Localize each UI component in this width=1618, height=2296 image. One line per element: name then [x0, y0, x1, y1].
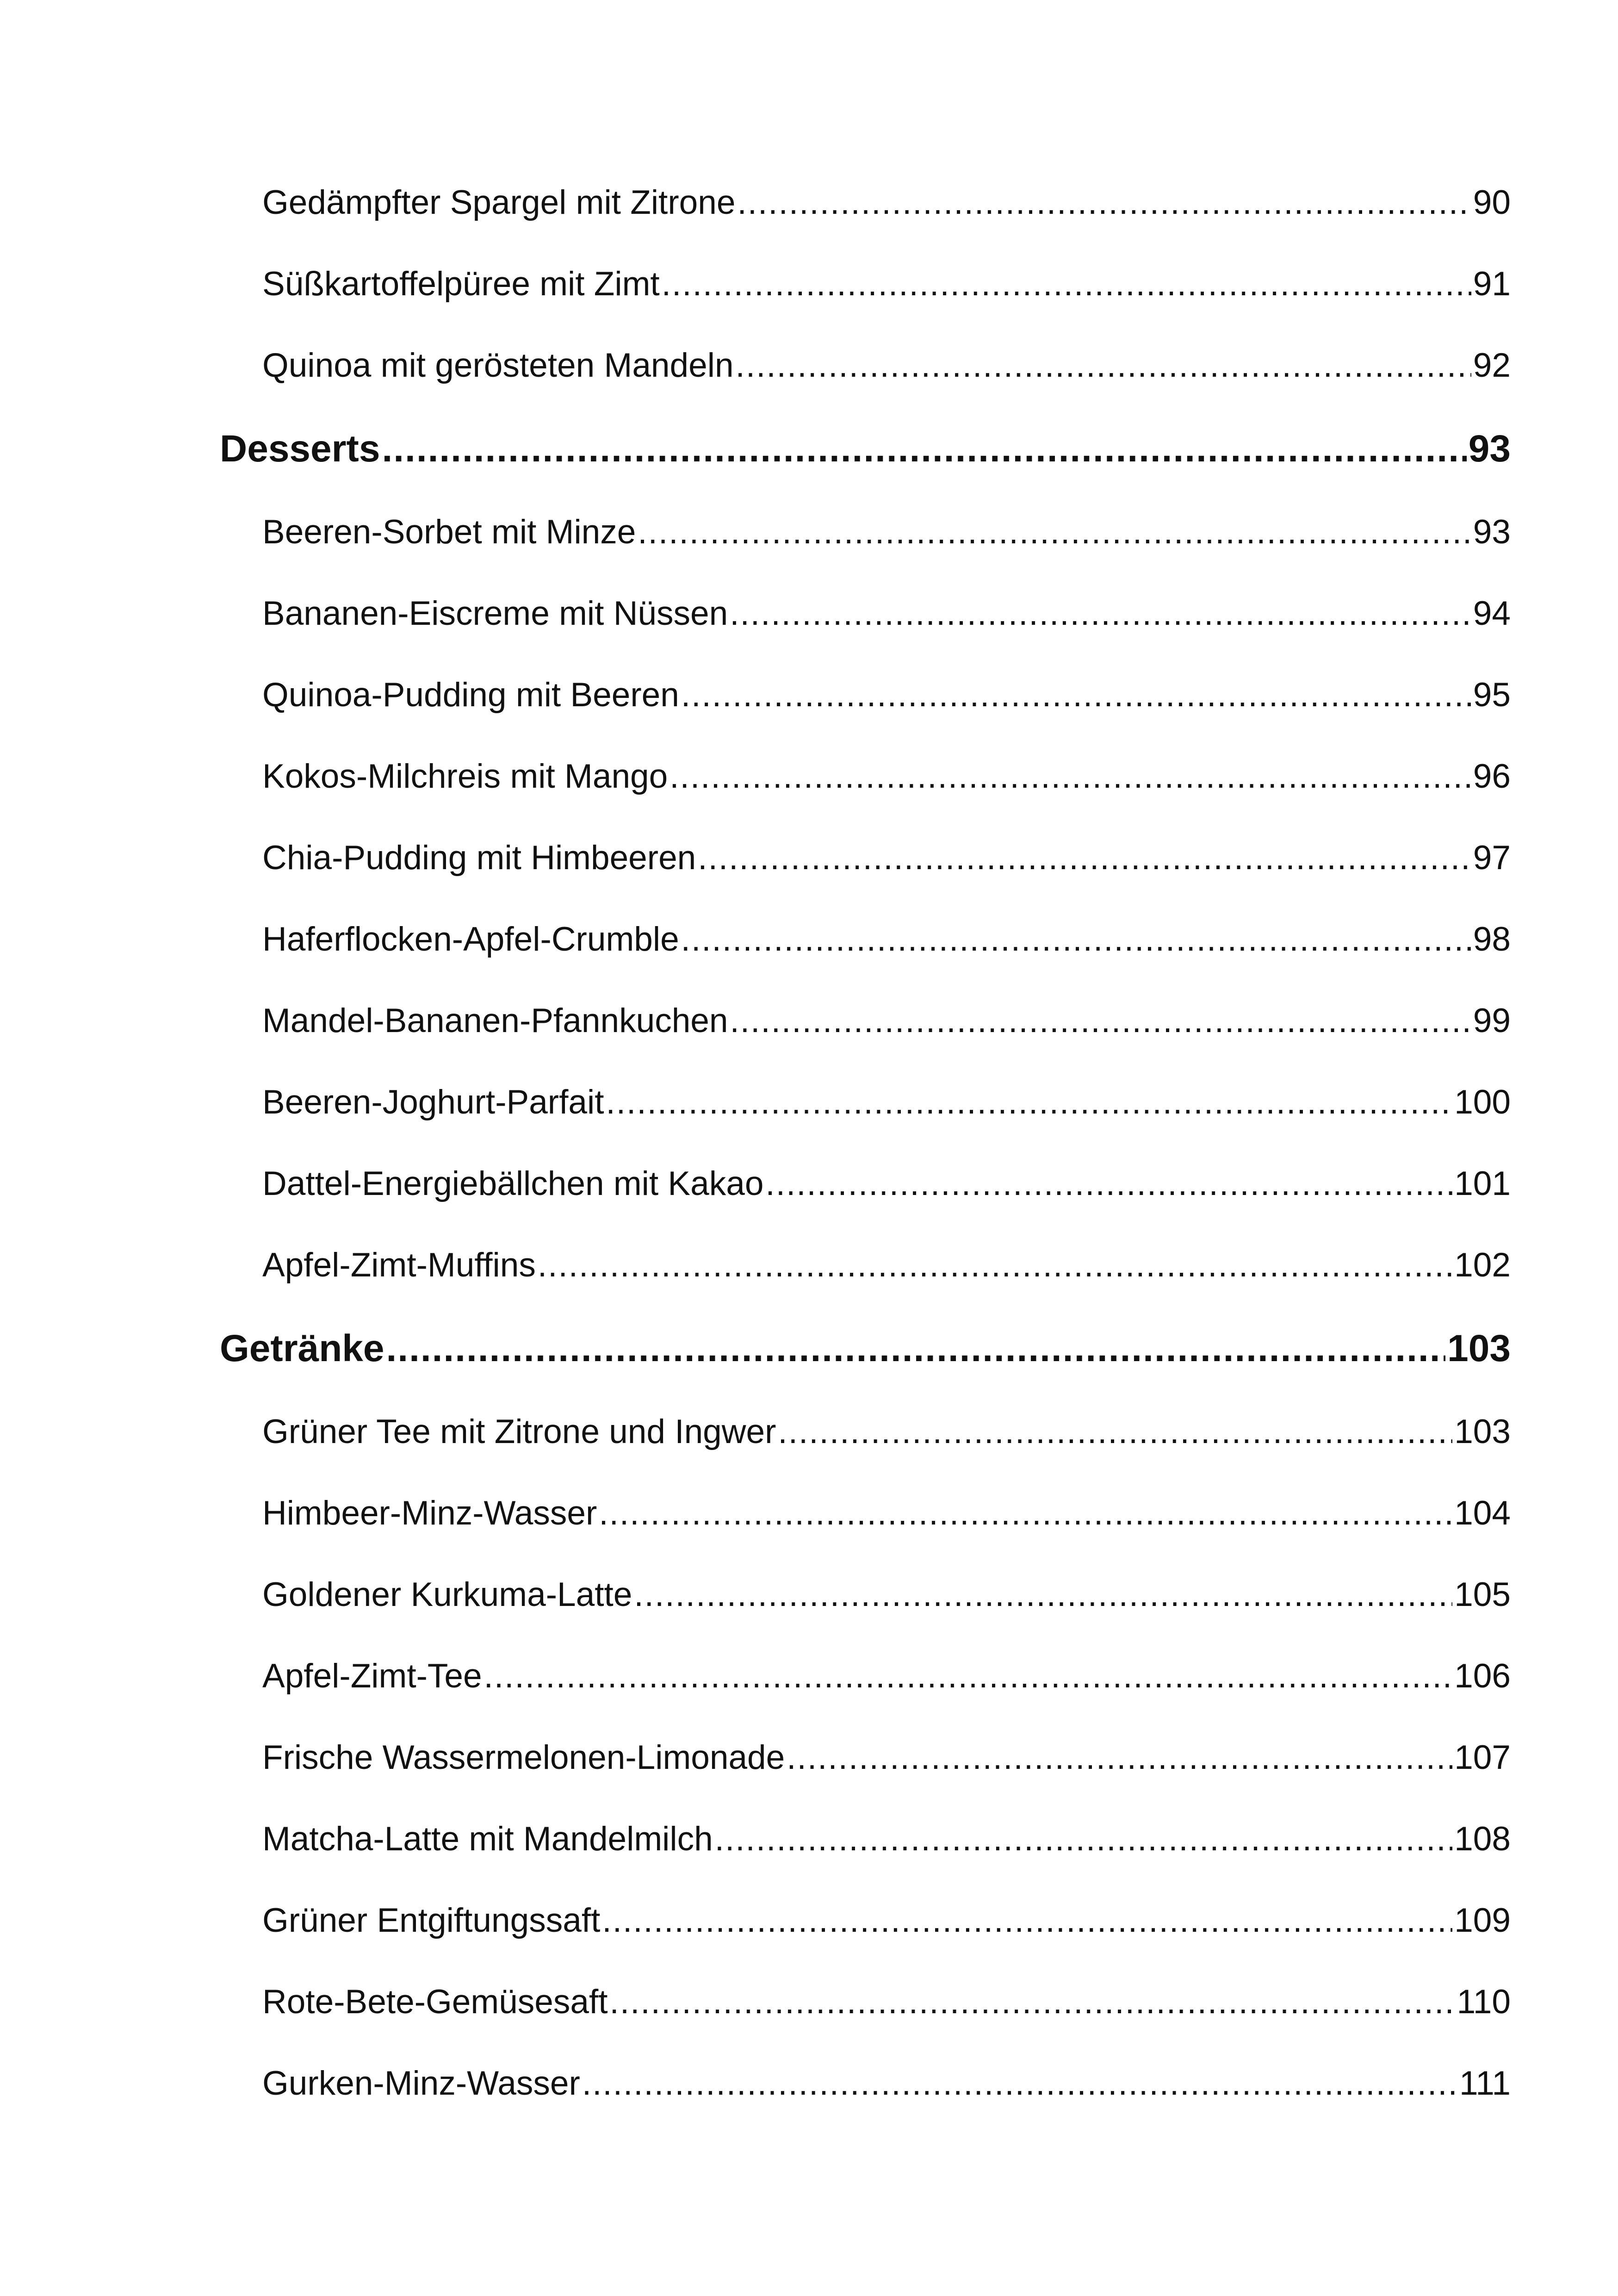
toc-entry-page: 107: [1454, 1739, 1511, 1776]
toc-entry-title: Apfel-Zimt-Tee: [262, 1657, 482, 1695]
toc-entry-page: 92: [1473, 347, 1511, 384]
toc-entry[interactable]: [220, 1143, 1511, 1225]
toc-entry-page: 105: [1454, 1576, 1511, 1613]
toc-entry-title: Grüner Entgiftungssaft: [262, 1902, 601, 1939]
table-of-contents: [220, 162, 1511, 2124]
toc-entry[interactable]: [220, 899, 1511, 980]
dot-leader: [582, 2043, 1457, 2124]
toc-entry-page: 95: [1473, 676, 1511, 714]
toc-section-title: Getränke: [220, 1327, 384, 1369]
toc-entry[interactable]: [220, 1473, 1511, 1554]
toc-entry-page: 98: [1473, 921, 1511, 958]
toc-section-page: 93: [1468, 428, 1511, 470]
toc-entry[interactable]: [220, 1062, 1511, 1143]
toc-entry[interactable]: [220, 980, 1511, 1062]
toc-entry-title: Himbeer-Minz-Wasser: [262, 1494, 597, 1532]
toc-entry-page: 108: [1454, 1820, 1511, 1858]
dot-leader: [599, 1473, 1452, 1554]
toc-entry-title: Frische Wassermelonen-Limonade: [262, 1739, 785, 1776]
dot-leader: [538, 1225, 1452, 1306]
toc-entry-title: Quinoa mit gerösteten Mandeln: [262, 347, 734, 384]
toc-entry-page: 102: [1454, 1246, 1511, 1284]
toc-entry-page: 90: [1473, 184, 1511, 221]
toc-entry-page: 93: [1473, 513, 1511, 551]
toc-entry-title: Gurken-Minz-Wasser: [262, 2065, 580, 2102]
dot-leader: [778, 1391, 1452, 1473]
toc-entry-title: Beeren-Joghurt-Parfait: [262, 1083, 604, 1121]
dot-leader: [715, 1798, 1452, 1880]
dot-leader: [382, 406, 1466, 492]
toc-entry[interactable]: [220, 736, 1511, 817]
toc-entry[interactable]: [220, 243, 1511, 325]
toc-entry-page: 109: [1454, 1902, 1511, 1939]
toc-entry-title: Gedämpfter Spargel mit Zitrone: [262, 184, 736, 221]
toc-entry[interactable]: [220, 162, 1511, 243]
toc-entry-page: 97: [1473, 839, 1511, 877]
toc-entry-page: 91: [1473, 265, 1511, 303]
dot-leader: [602, 1880, 1452, 1961]
dot-leader: [484, 1636, 1453, 1717]
toc-entry-page: 100: [1454, 1083, 1511, 1121]
toc-entry-title: Rote-Bete-Gemüsesaft: [262, 1983, 608, 2021]
toc-entry-page: 101: [1454, 1165, 1511, 1202]
toc-entry-title: Goldener Kurkuma-Latte: [262, 1576, 632, 1613]
dot-leader: [606, 1062, 1452, 1143]
dot-leader: [698, 817, 1471, 899]
dot-leader: [662, 243, 1471, 325]
toc-entry[interactable]: [220, 1798, 1511, 1880]
toc-entry-title: Kokos-Milchreis mit Mango: [262, 758, 668, 795]
toc-entry[interactable]: [220, 1225, 1511, 1306]
toc-entry[interactable]: [220, 573, 1511, 654]
dot-leader: [386, 1306, 1446, 1391]
dot-leader: [610, 1961, 1455, 2043]
toc-entry[interactable]: [220, 1717, 1511, 1798]
toc-entry[interactable]: [220, 817, 1511, 899]
toc-section-title: Desserts: [220, 428, 380, 470]
dot-leader: [787, 1717, 1452, 1798]
dot-leader: [638, 492, 1471, 573]
toc-entry-page: 103: [1454, 1413, 1511, 1450]
toc-entry-title: Grüner Tee mit Zitrone und Ingwer: [262, 1413, 776, 1450]
toc-entry[interactable]: [220, 1554, 1511, 1636]
dot-leader: [681, 899, 1471, 980]
toc-entry-page: 94: [1473, 595, 1511, 632]
toc-entry[interactable]: [220, 1391, 1511, 1473]
dot-leader: [730, 573, 1471, 654]
toc-entry-page: 99: [1473, 1002, 1511, 1039]
toc-section-page: 103: [1447, 1327, 1511, 1369]
toc-entry-title: Süßkartoffelpüree mit Zimt: [262, 265, 660, 303]
toc-entry-page: 111: [1459, 2065, 1511, 2102]
dot-leader: [736, 325, 1471, 406]
toc-entry[interactable]: [220, 2043, 1511, 2124]
toc-entry-page: 110: [1457, 1983, 1511, 2021]
dot-leader: [634, 1554, 1452, 1636]
toc-section[interactable]: [220, 1306, 1511, 1391]
toc-entry[interactable]: [220, 492, 1511, 573]
dot-leader: [737, 162, 1471, 243]
toc-entry-title: Mandel-Bananen-Pfannkuchen: [262, 1002, 728, 1039]
dot-leader: [670, 736, 1471, 817]
toc-entry-title: Quinoa-Pudding mit Beeren: [262, 676, 679, 714]
toc-entry-title: Bananen-Eiscreme mit Nüssen: [262, 595, 728, 632]
toc-entry-page: 96: [1473, 758, 1511, 795]
toc-entry-title: Chia-Pudding mit Himbeeren: [262, 839, 696, 877]
toc-entry-page: 106: [1454, 1657, 1511, 1695]
dot-leader: [730, 980, 1471, 1062]
toc-entry-title: Dattel-Energiebällchen mit Kakao: [262, 1165, 764, 1202]
toc-entry[interactable]: [220, 654, 1511, 736]
toc-entry-title: Beeren-Sorbet mit Minze: [262, 513, 636, 551]
toc-entry-title: Haferflocken-Apfel-Crumble: [262, 921, 679, 958]
toc-entry[interactable]: [220, 325, 1511, 406]
toc-entry[interactable]: [220, 1880, 1511, 1961]
toc-entry-title: Apfel-Zimt-Muffins: [262, 1246, 536, 1284]
dot-leader: [765, 1143, 1452, 1225]
dot-leader: [681, 654, 1471, 736]
toc-entry-title: Matcha-Latte mit Mandelmilch: [262, 1820, 713, 1858]
toc-entry[interactable]: [220, 1636, 1511, 1717]
toc-section[interactable]: [220, 406, 1511, 492]
toc-entry-page: 104: [1454, 1494, 1511, 1532]
toc-entry[interactable]: [220, 1961, 1511, 2043]
